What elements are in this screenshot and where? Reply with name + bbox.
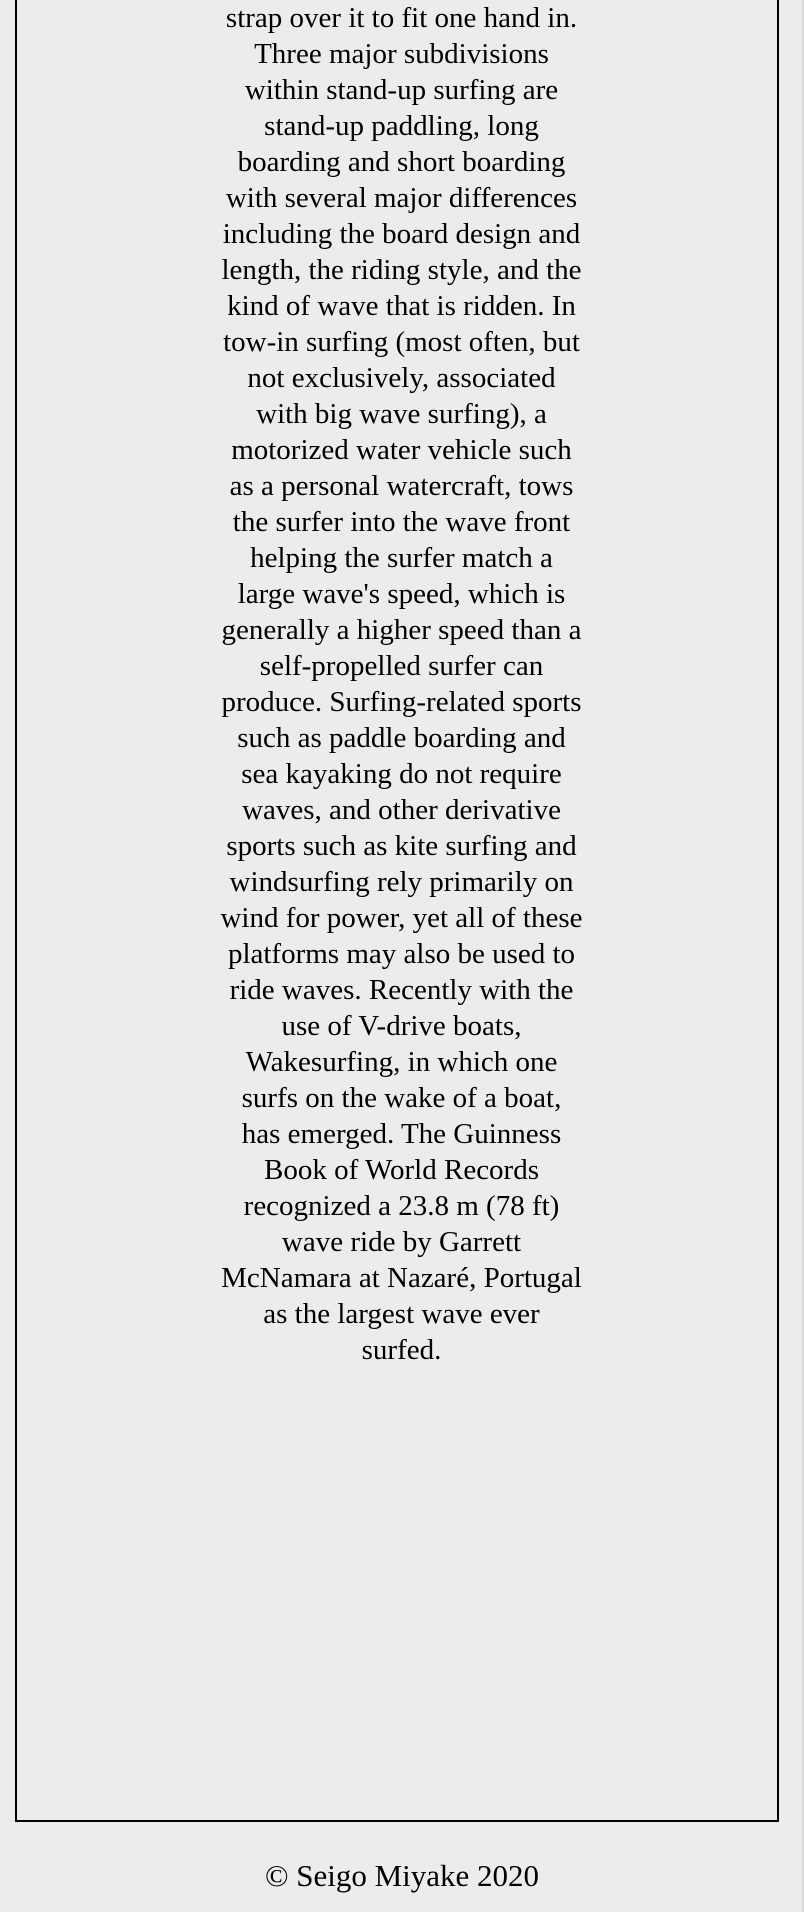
article-paragraph: strap over it to fit one hand in. Three major subdivisions within stand-up surfing are stand-up paddling, long boarding and short boarding with several major differences including the board design and length, the riding style, and the kind of wave that is ridden. In tow-in surfing (most often, but not exclusively, associated with big wave surfing), a motorized water vehicle such as a personal watercraft, tows the surfer into the wave front helping the surfer match a large wave's speed, which is generally a higher speed than a self-propelled surfer can produce. Surfing-related sports such as paddle boarding and sea kayaking do not require waves, and other derivative sports such as kite surfing and windsurfing rely primarily on wind for power, yet all of these platforms may also be used to ride waves. Recently with the use of V-drive boats, Wakesurfing, in which one surfs on the wake of a boat, has emerged. The Guinness Book of World Records recognized a 23.8 m (78 ft) wave ride by Garrett McNamara at Nazaré, Portugal as the largest wave ever surfed. [220, 2, 583, 1366]
footer-copyright: © Seigo Miyake 2020 [264, 1858, 540, 1893]
content-box [15, 0, 779, 1822]
